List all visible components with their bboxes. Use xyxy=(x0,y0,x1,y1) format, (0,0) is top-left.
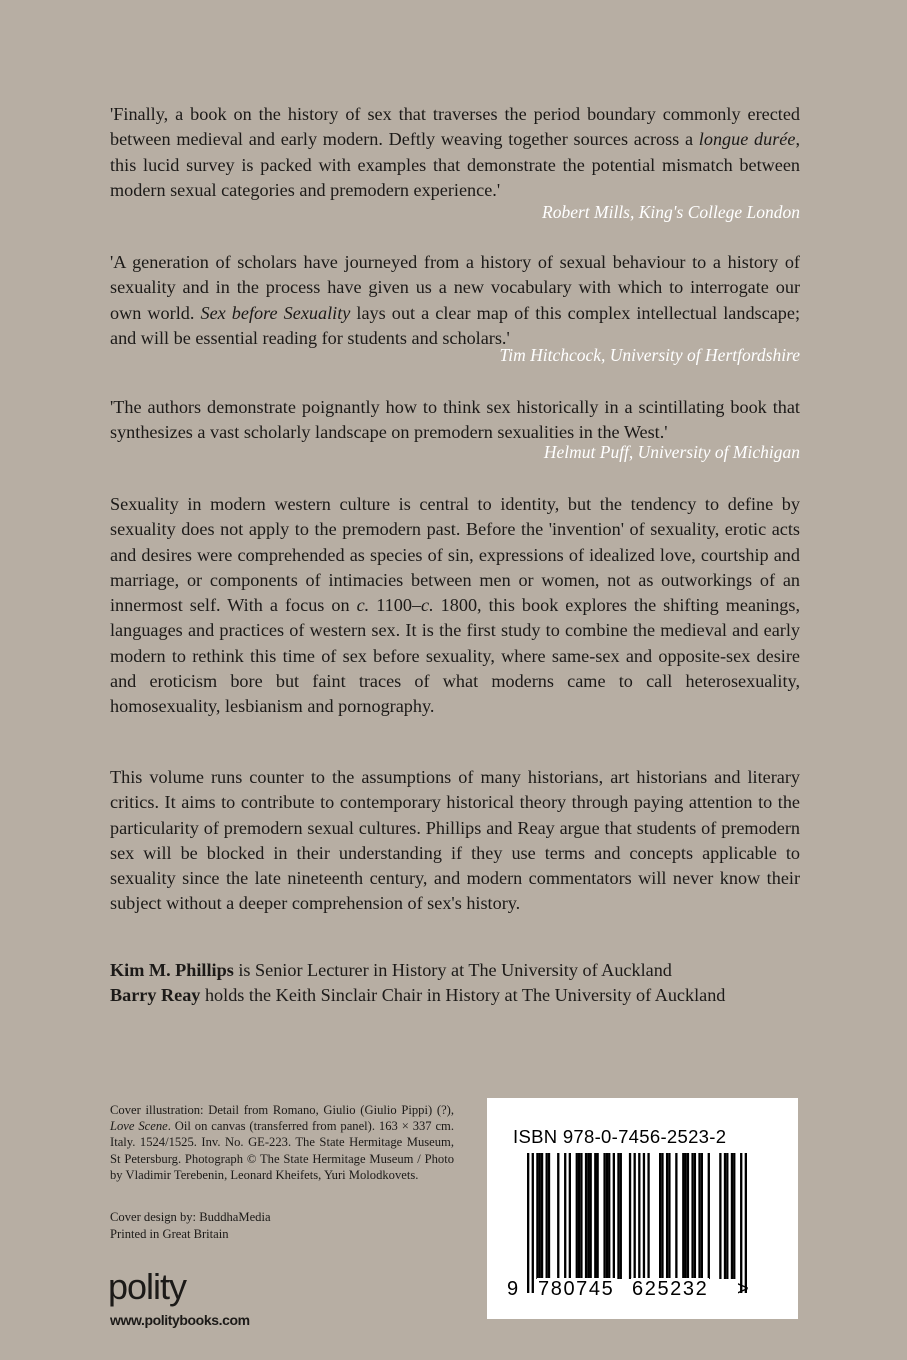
barcode-bar xyxy=(647,1153,649,1279)
review-quote-2 xyxy=(110,250,800,351)
barcode-bar xyxy=(603,1153,605,1279)
barcode-bar xyxy=(606,1153,608,1279)
barcode-bar xyxy=(724,1153,726,1279)
barcode-bar xyxy=(719,1153,721,1279)
barcode-bar xyxy=(675,1153,677,1279)
description-1-text-b: 1100– xyxy=(369,595,422,616)
barcode-bar xyxy=(613,1153,615,1279)
description-1-text-c: 1800, this book explores the shifting meanings, languages and practices of western sex. It is the first study to combine the medieval and early modern to rethink this time of sex before sexuality, where same-sex and opposite-sex desire and eroticism bore but faint traces of what moderns came to call heterosexuality, homosexuality, lesbianism and pornography. xyxy=(110,595,801,717)
barcode-bar xyxy=(634,1153,636,1293)
circa-1: c. xyxy=(356,595,370,616)
ean-right-group: 625232 xyxy=(632,1278,709,1300)
review-quote-3: 'The authors demonstrate poignantly how to think sex historically in a scintillating book that synthesizes a vast scholarly landscape on premodern sexualities in the West.' xyxy=(110,397,800,443)
barcode-bar xyxy=(564,1153,566,1279)
printed-in: Printed in Great Britain xyxy=(110,1227,229,1241)
description-paragraph-2: This volume runs counter to the assumptions of many historians, art historians and literary critics. It aims to contribute to contemporary historical theory through paying attention to the particularity of premodern sexual cultures. Phillips and Reay argue that students of premodern sex will be blocked in their understanding if they use terms and concepts applicable to sexuality since the late nineteenth century, and modern commentators will never know their subject without a deeper comprehension of sex's history. xyxy=(110,767,800,914)
quote-2-text-b: lays out a clear map of this complex intellectual landscape; and will be essential reading for students and scholars.' xyxy=(110,302,800,348)
quote-1-emphasis: longue durée xyxy=(698,129,796,150)
artwork-title: Love Scene xyxy=(110,1119,168,1134)
barcode-bar xyxy=(629,1153,631,1279)
barcode-bar xyxy=(548,1153,550,1279)
credit-text-a: Cover illustration: Detail from Romano, Giulio (Giulio Pippi) (?), xyxy=(110,1103,454,1117)
barcode-bar xyxy=(580,1153,582,1279)
review-quote-1 xyxy=(110,102,800,203)
barcode-bar xyxy=(569,1153,571,1279)
ean-left-group: 780745 xyxy=(538,1278,615,1300)
barcode-bar xyxy=(698,1153,700,1279)
publisher-url: www.politybooks.com xyxy=(110,1312,250,1328)
ean-arrow: > xyxy=(737,1278,749,1300)
barcode-bar xyxy=(668,1153,670,1279)
description-1-text-a: Sexuality in modern western culture is central to identity, but the tendency to define by sexuality does not apply to the premodern past. Before the 'invention' of sexuality, erotic acts and desires were comprehended as species of sin, expressions of idealized love, courtship and marriage, or components of intimacies between men or women, not as outworkings of an innermost self. With a focus on xyxy=(110,494,800,616)
barcode-bar xyxy=(643,1153,645,1279)
barcode-bar xyxy=(731,1153,733,1279)
barcode-bar xyxy=(576,1153,578,1279)
barcode-bar xyxy=(541,1153,543,1279)
description-paragraph-1 xyxy=(110,492,800,720)
cover-design-credit: Cover design by: BuddhaMedia xyxy=(110,1210,271,1224)
circa-2: c. xyxy=(421,595,434,616)
author-bio-1 xyxy=(110,958,672,983)
barcode-bar xyxy=(617,1153,619,1279)
author-2-name: Barry Reay xyxy=(110,985,201,1005)
barcode-bar xyxy=(594,1153,596,1279)
credit-text-b: . Oil on canvas (transferred from panel). 163 × 337 cm. Italy. 1524/1525. Inv. No. GE-223. The State Hermitage Museum, St Petersburg. Photograph © The State Hermitage Museum / Photo by Vladimir Terebenin, Leonard Kheifets, Yuri Molodkovets. xyxy=(110,1119,455,1182)
barcode-bar xyxy=(691,1153,693,1279)
author-1-name: Kim M. Phillips xyxy=(110,960,234,980)
quote-2-attribution: Tim Hitchcock, University of Hertfordshire xyxy=(499,345,800,365)
barcode-bar xyxy=(557,1153,559,1279)
polity-logo: polity xyxy=(108,1266,187,1307)
barcode-bar xyxy=(587,1153,589,1279)
ean-first-digit: 9 xyxy=(507,1278,519,1300)
barcode-bar xyxy=(661,1153,663,1279)
barcode-bar xyxy=(666,1153,668,1279)
author-1-role: is Senior Lecturer in History at The University of Auckland xyxy=(233,960,672,980)
barcode-bar xyxy=(708,1153,710,1279)
barcode-bar xyxy=(578,1153,580,1279)
barcode-bar xyxy=(546,1153,548,1279)
quote-1-attribution: Robert Mills, King's College London xyxy=(542,202,800,222)
barcode-bar xyxy=(532,1153,534,1293)
barcode-bar xyxy=(659,1153,661,1279)
quote-3-attribution: Helmut Puff, University of Michigan xyxy=(543,442,800,462)
barcode-bar xyxy=(536,1153,538,1279)
barcode-bar xyxy=(590,1153,592,1279)
barcode-bar xyxy=(585,1153,587,1279)
isbn-label: ISBN 978-0-7456-2523-2 xyxy=(513,1126,727,1147)
barcode-bar xyxy=(687,1153,689,1279)
quote-1-text-b: , this lucid survey is packed with examples that demonstrate the potential mismatch between modern sexual categories and premodern experience.' xyxy=(110,129,800,200)
barcode-bar xyxy=(539,1153,541,1279)
quote-1-text-a: 'Finally, a book on the history of sex that traverses the period boundary commonly erected between medieval and early modern. Deftly weaving together sources across a xyxy=(110,104,800,150)
author-bio-2 xyxy=(110,983,725,1008)
barcode-bar xyxy=(740,1153,742,1293)
barcode-bar xyxy=(620,1153,622,1279)
barcode-bar xyxy=(684,1153,686,1279)
quote-2-text-a: 'A generation of scholars have journeyed from a history of sexual behaviour to a history of sexuality and in the process have given us a new vocabulary with which to interrogate our own world. xyxy=(110,252,800,323)
barcode-bar xyxy=(608,1153,610,1279)
barcode-bar xyxy=(682,1153,684,1279)
barcode-bar xyxy=(596,1153,598,1279)
barcode-bar xyxy=(694,1153,696,1279)
cover-illustration-credit xyxy=(110,1102,454,1183)
barcode-bar xyxy=(726,1153,728,1279)
barcode-bar xyxy=(745,1153,747,1293)
quote-2-emphasis: Sex before Sexuality xyxy=(200,302,351,323)
author-2-role: holds the Keith Sinclair Chair in History at The University of Auckland xyxy=(200,985,726,1005)
barcode-bar xyxy=(701,1153,703,1279)
barcode-bar xyxy=(638,1153,640,1293)
barcode-bar xyxy=(733,1153,735,1279)
barcode-bar xyxy=(527,1153,529,1293)
barcode-panel xyxy=(487,1098,798,1319)
barcode-icon xyxy=(527,1153,747,1293)
